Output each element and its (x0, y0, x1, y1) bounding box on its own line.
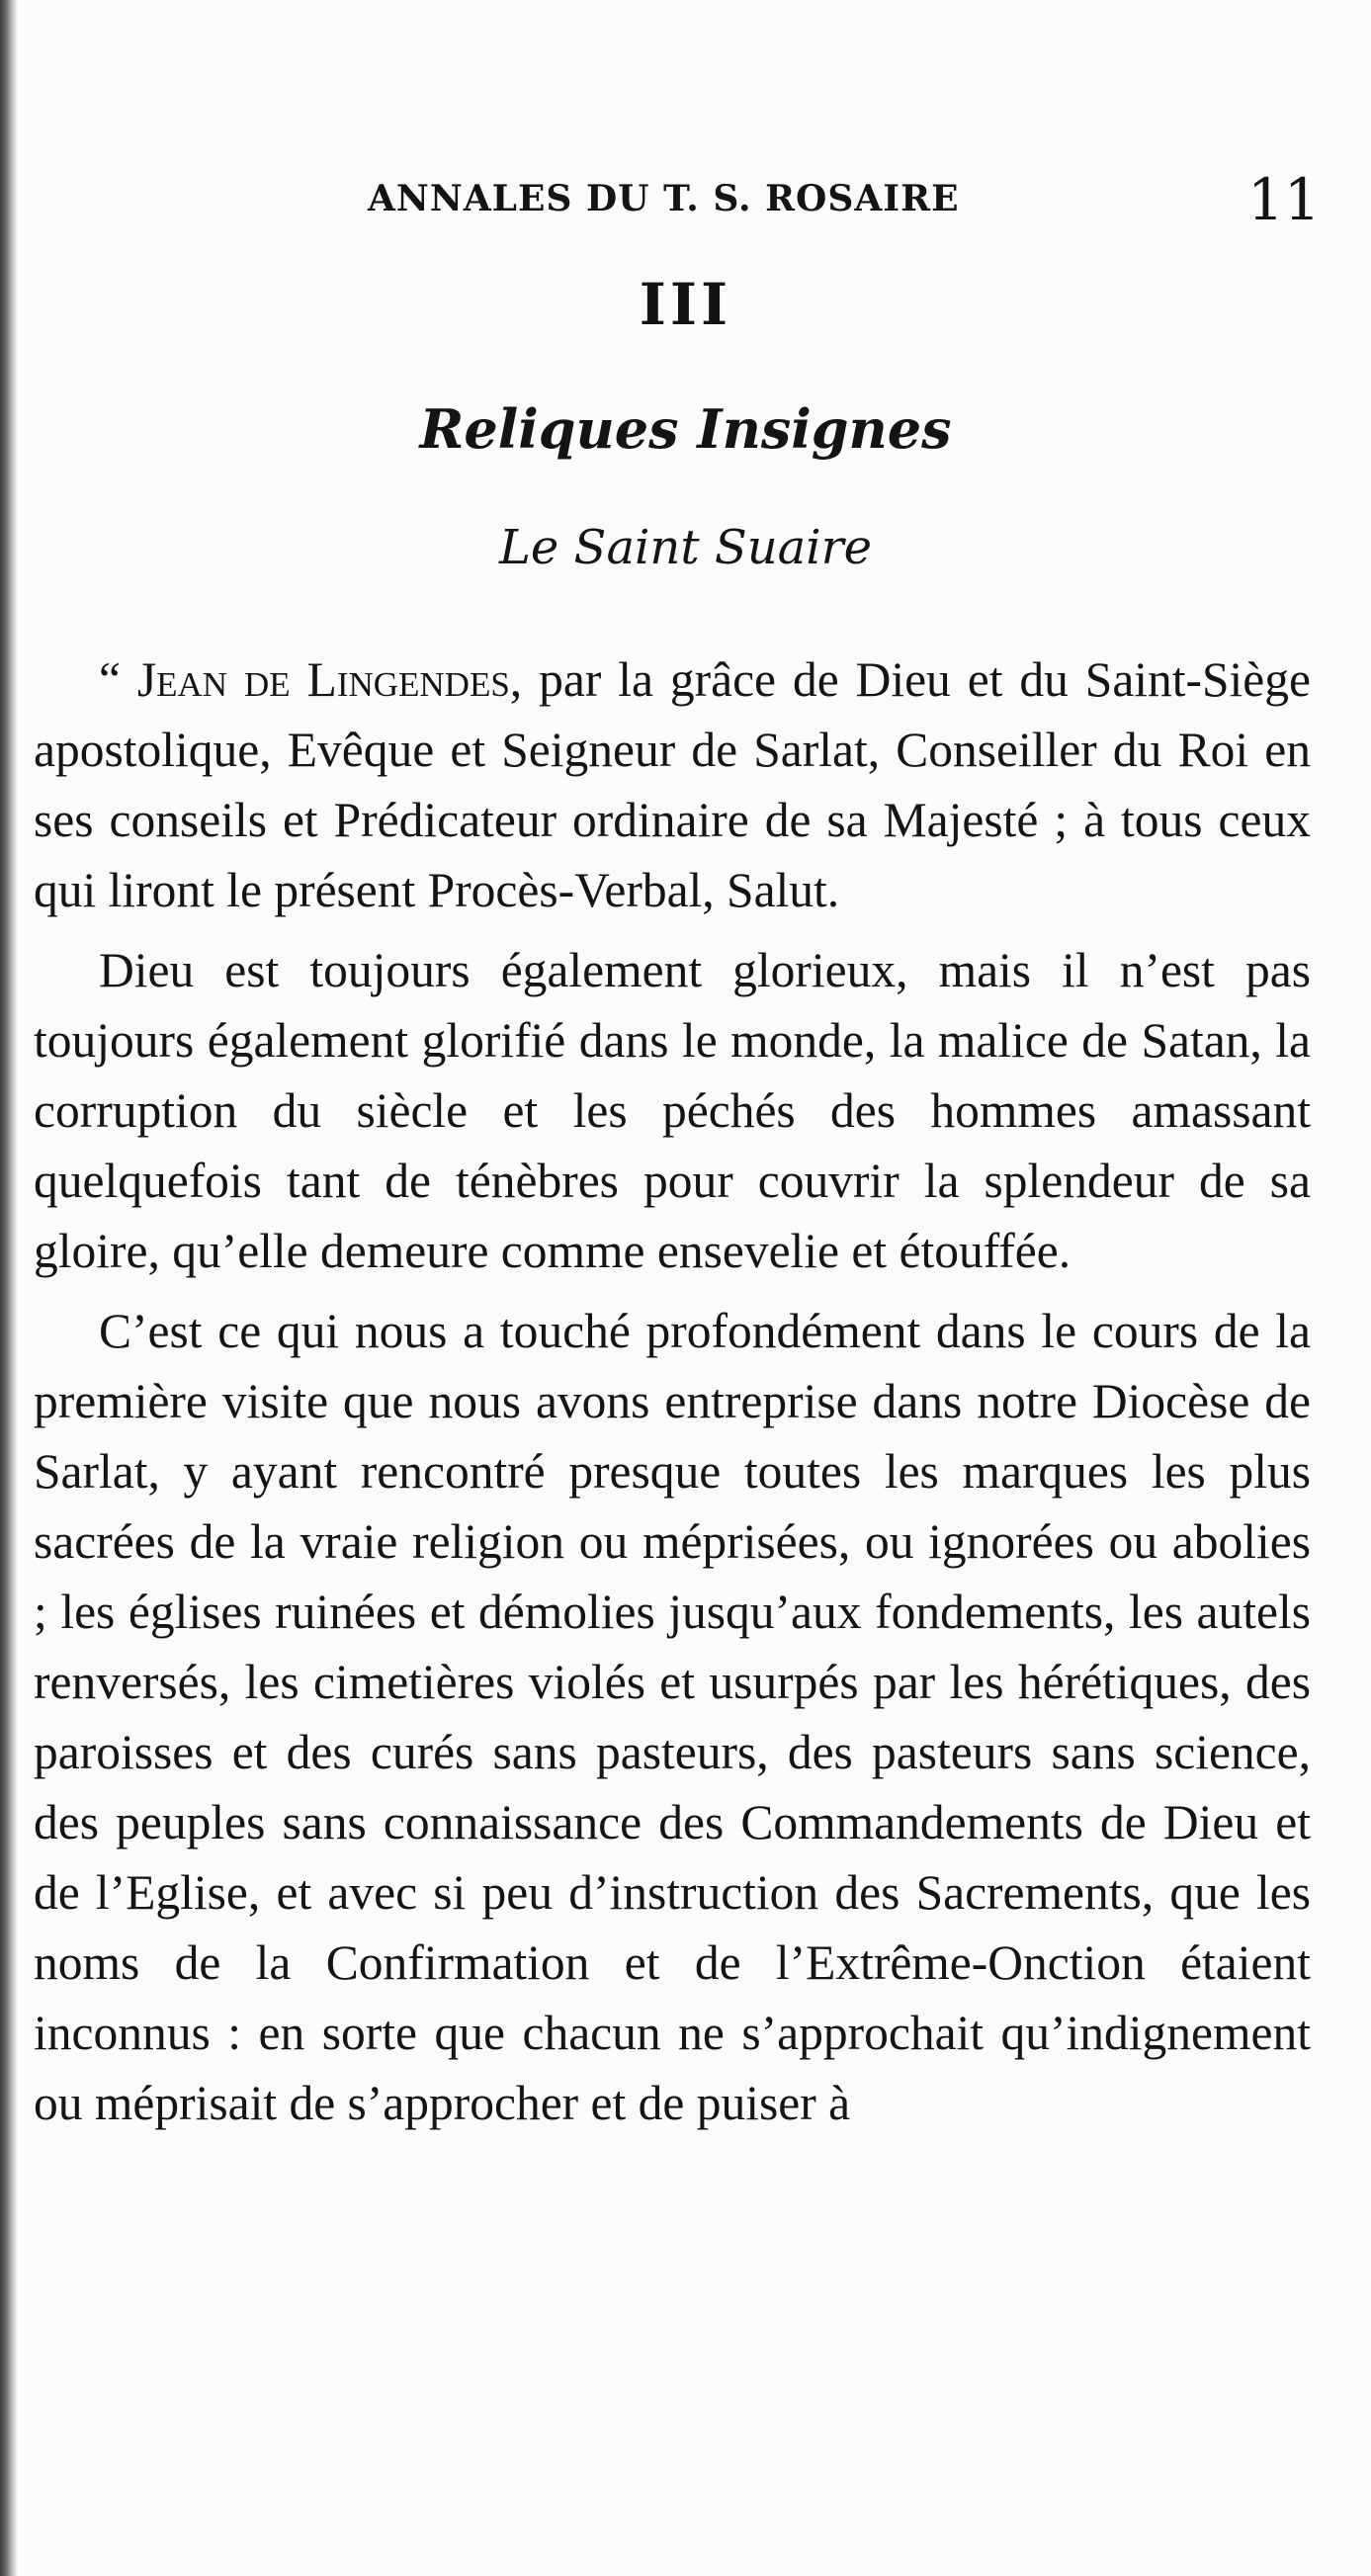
page-binding-edge (0, 0, 18, 2576)
paragraph-1-text: par la grâce de Dieu et du Saint-Siège apostolique, Evêque et Seigneur de Sarlat, Conseiller du Roi en ses conseils et Prédicateur ordinaire de sa Majesté ; à tous ceux qui liront le présent Procès-Verbal, Salut. (34, 652, 1312, 917)
paragraph-1 (34, 644, 1311, 925)
section-title: Reliques Insignes (419, 397, 952, 461)
running-title: ANNALES DU T. S. ROSAIRE (368, 178, 960, 219)
paragraph-2: Dieu est toujours également glorieux, mais il n’est pas toujours également glorifié dans le monde, la malice de Satan, la corruption du siècle et les péchés des hommes amassant quelquefois tant de ténèbres pour couvrir la splendeur de sa gloire, qu’elle demeure comme ensevelie et étouffée. (34, 943, 1311, 1278)
paragraph-3: C’est ce qui nous a touché profondément dans le cours de la première visite que nous avons entreprise dans notre Diocèse de Sarlat, y ayant rencontré presque toutes les marques les plus sacrées de la vraie religion ou méprisées, ou ignorées ou abolies ; les églises ruinées et démolies jusqu’aux fondements, les autels renversés, les cimetières violés et usurpés par les hérétiques, des paroisses et des curés sans pasteurs, des pasteurs sans science, des peuples sans connaissance des Commandements de Dieu et de l’Eglise, et avec si peu d’instruction des Sacrements, que les noms de la Confirmation et de l’Extrême-Onction étaient inconnus : en sorte que chacun ne s’approchait qu’indignement ou méprisait de s’approcher et de puiser à (34, 1304, 1311, 2130)
body-text (34, 644, 1311, 2148)
paragraph-1-lead: “ Jean de Lingendes, (99, 652, 523, 707)
section-subtitle: Le Saint Suaire (499, 520, 872, 575)
page-number: 11 (1247, 166, 1321, 233)
section-numeral: III (639, 271, 732, 338)
